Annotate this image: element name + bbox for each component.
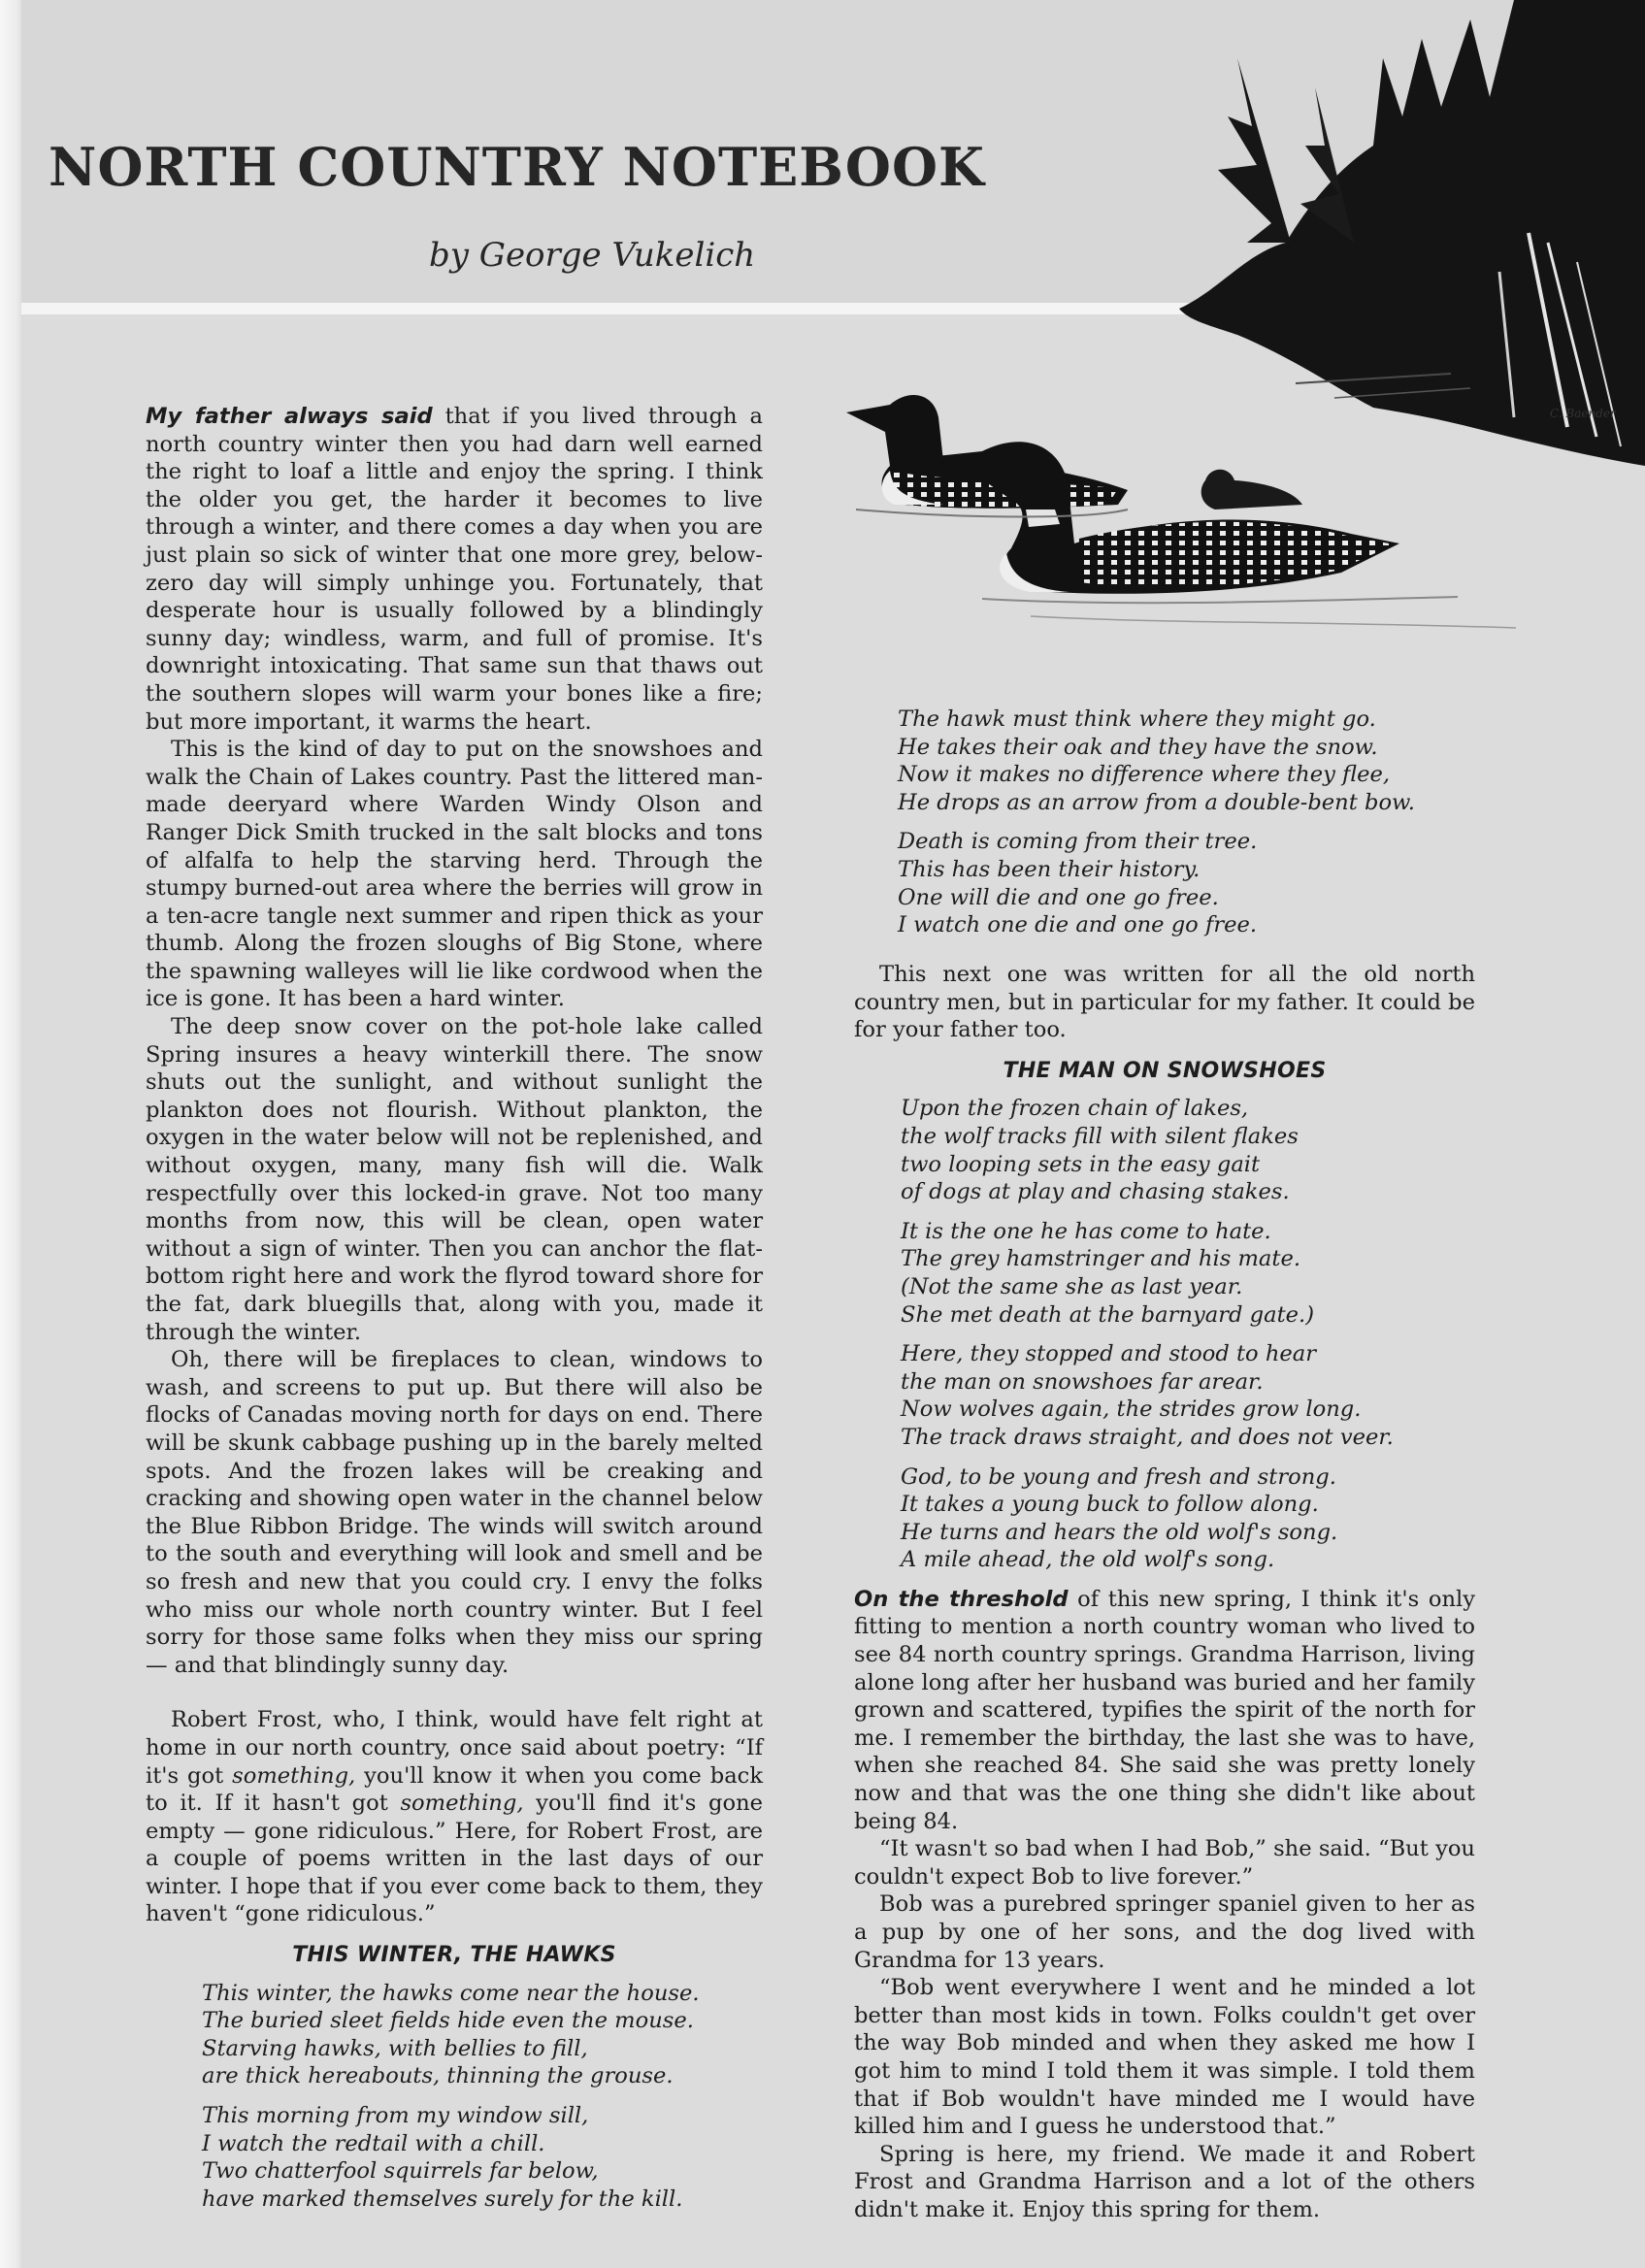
poem-hawks-part1 [146,1980,763,2214]
poem-hawks-part2 [898,706,1499,951]
poem-line: two looping sets in the easy gait [901,1151,1261,1177]
paragraph-bob-minded: “Bob went everywhere I went and he minded a lot better than most kids in town. Folks couldn't get over the way Bob minded and when they asked me how I got him to mind I told them it was simple. I told them that if Bob wouldn't have minded me I would have killed him and I guess he understood that.” [854,1975,1475,2140]
poem-stanza [898,706,1499,816]
poem-stanza [901,1340,1475,1451]
poem-line: One will die and one go free. [898,884,1219,910]
poem-stanza [901,1095,1475,1205]
poem-line: The buried sleet fields hide even the mouse. [202,2008,694,2034]
paragraph-robert-frost: Robert Frost, who, I think, would have felt right at home in our north country, once said about poetry: “If it's got something, you'll know it when you come back to it. If it hasn't got something, you'll find it's gone empty — gone ridiculous.” Here, for Robert Frost, are a couple of poems written in the last days of our winter. I hope that if you ever come back to them, they haven't “gone ridiculous.” [146,1707,764,1927]
loons-illustration [837,374,1545,684]
poem-line: He turns and hears the old wolf's song. [901,1519,1338,1545]
poem-line: Now wolves again, the strides grow long. [901,1397,1362,1423]
poem-line: the wolf tracks fill with silent flakes [901,1123,1299,1149]
poem-line: I watch one die and one go free. [898,912,1258,938]
poem-title-hawks: THIS WINTER, THE HAWKS [292,1943,616,1968]
poem-line: are thick hereabouts, thinning the grouse. [202,2063,674,2089]
poem-line: The track draws straight, and does not veer. [901,1424,1394,1450]
poem-line: This has been their history. [898,856,1201,882]
paragraph-closing: Spring is here, my friend. We made it and Robert Frost and Grandma Harrison and a lot of the others didn't make it. Enjoy this spring for them. [854,2141,1475,2222]
paragraph-bob-dog: Bob was a purebred springer spaniel given to her as a pup by one of her sons, and the dog lived with Grandma for 13 years. [854,1891,1475,1973]
paragraph-bridge: This next one was written for all the old north country men, but in particular for my father. It could be for your father too. [854,962,1475,1043]
intro-paragraph [146,403,763,736]
byline: by George Vukelich [429,236,756,275]
poem-line: Death is coming from their tree. [898,829,1258,855]
poem-line: He drops as an arrow from a double-bent bow. [898,789,1415,815]
poem-stanza [898,828,1499,938]
poem-line: have marked themselves surely for the kill. [202,2186,683,2212]
poem-line: Upon the frozen chain of lakes, [901,1096,1249,1122]
artist-signature: C. Baender [1550,407,1616,420]
left-column [146,403,763,2224]
right-column [854,961,1475,2224]
intro-text: that if you lived through a north country winter then you had darn well earned the right to loaf a little and enjoy the spring. I think the older you get, the harder it becomes to live through a winter, and there comes a day when you are just plain so sick of winter that one more grey, below-zero day will simply unhinge you. Fortunately, that desperate hour is usually followed by a blindingly sunny day; windless, warm, and full of promise. It's downright intoxicating. That same sun that thaws out the southern slopes will warm your bones like a fire; but more important, it warms the heart. [146,404,763,735]
header-rule [21,303,1215,314]
poem-stanza [202,1980,763,2090]
poem-line: It is the one he has come to hate. [901,1218,1271,1244]
poem-stanza [901,1218,1475,1329]
paragraph-snowshoes: This is the kind of day to put on the snowshoes and walk the Chain of Lakes country. Past the littered man-made deeryard where Warden Windy Olson and Ranger Dick Smith trucked in the salt blocks and tons of alfalfa to help the starving herd. Through the stumpy burned-out area where the berries will grow in a ten-acre tangle next summer and ripen thick as your thumb. Along the frozen sloughs of Big Stone, where the spawning walleyes will lie like cordwood when the ice is gone. It has been a hard winter. [146,737,763,1012]
poem-line: of dogs at play and chasing stakes. [901,1179,1290,1205]
poem-snowshoes [854,1095,1475,1574]
poem-line: Starving hawks, with bellies to fill, [202,2035,588,2061]
poem-line: He takes their oak and they have the snow. [898,734,1378,760]
paragraph-spring-chores: Oh, there will be fireplaces to clean, windows to wash, and screens to put up. But there will also be flocks of Canadas moving north for days on end. There will be skunk cabbage pushing up in the barely melted spots. And the frozen lakes will be creaking and cracking and showing open water in the channel below the Blue Ribbon Bridge. The winds will switch around to the south and everything will look and smell and be so fresh and new that you could cry. I envy the folks who miss our whole north country winter. But I feel sorry for those same folks when they miss our spring — and that blindingly sunny day. [146,1347,763,1678]
poem-line: Now it makes no difference where they flee, [898,762,1391,788]
poem-line: This morning from my window sill, [202,2103,589,2129]
poem-line: A mile ahead, the old wolf's song. [901,1547,1275,1573]
poem-line: Two chatterfool squirrels far below, [202,2158,599,2185]
intro-lead: My father always said [146,404,433,429]
poem-line: (Not the same she as last year. [901,1273,1243,1299]
poem-line: God, to be young and fresh and strong. [901,1463,1336,1490]
poem-line: She met death at the barnyard gate.) [901,1301,1315,1328]
paragraph-threshold: On the threshold of this new spring, I think it's only fitting to mention a north country woman who lived to see 84 north country springs. Grandma Harrison, living alone long after her husband was buried and her family grown and scattered, typifies the spirit of the north for me. I remember the birthday, the last she was to have, when she reached 84. She said she was pretty lonely now and that was the one thing she didn't like about being 84. [854,1586,1475,1834]
poem-line: It takes a young buck to follow along. [901,1492,1319,1518]
poem-line: Here, they stopped and stood to hear [901,1341,1317,1367]
poem-line: The hawk must think where they might go. [898,707,1376,732]
paragraph-bob-quote: “It wasn't so bad when I had Bob,” she said. “But you couldn't expect Bob to live forever.” [854,1836,1475,1890]
poem-stanza [202,2102,763,2213]
threshold-lead: On the threshold [854,1586,1069,1612]
poem-line: I watch the redtail with a chill. [202,2130,545,2156]
paragraph-winterkill: The deep snow cover on the pot-hole lake called Spring insures a heavy winterkill there. The snow shuts out the sunlight, and without sunlight the plankton does not flourish. Without plankton, the oxygen in the water below will not be replenished, and without oxygen, many, many fish will die. Walk respectfully over this locked-in grave. Not too many months from now, this will be clean, open water without a sign of winter. Then you can anchor the flat-bottom right here and work the flyrod toward shore for the fat, dark bluegills that, along with you, made it through the winter. [146,1014,763,1345]
page-title: NORTH COUNTRY NOTEBOOK [49,136,985,198]
poem-line: The grey hamstringer and his mate. [901,1246,1301,1272]
poem-title-snowshoes: THE MAN ON SNOWSHOES [1003,1058,1327,1083]
poem-line: This winter, the hawks come near the house. [202,1980,700,2006]
poem-stanza [901,1463,1475,1574]
poem-line: the man on snowshoes far arear. [901,1368,1264,1395]
